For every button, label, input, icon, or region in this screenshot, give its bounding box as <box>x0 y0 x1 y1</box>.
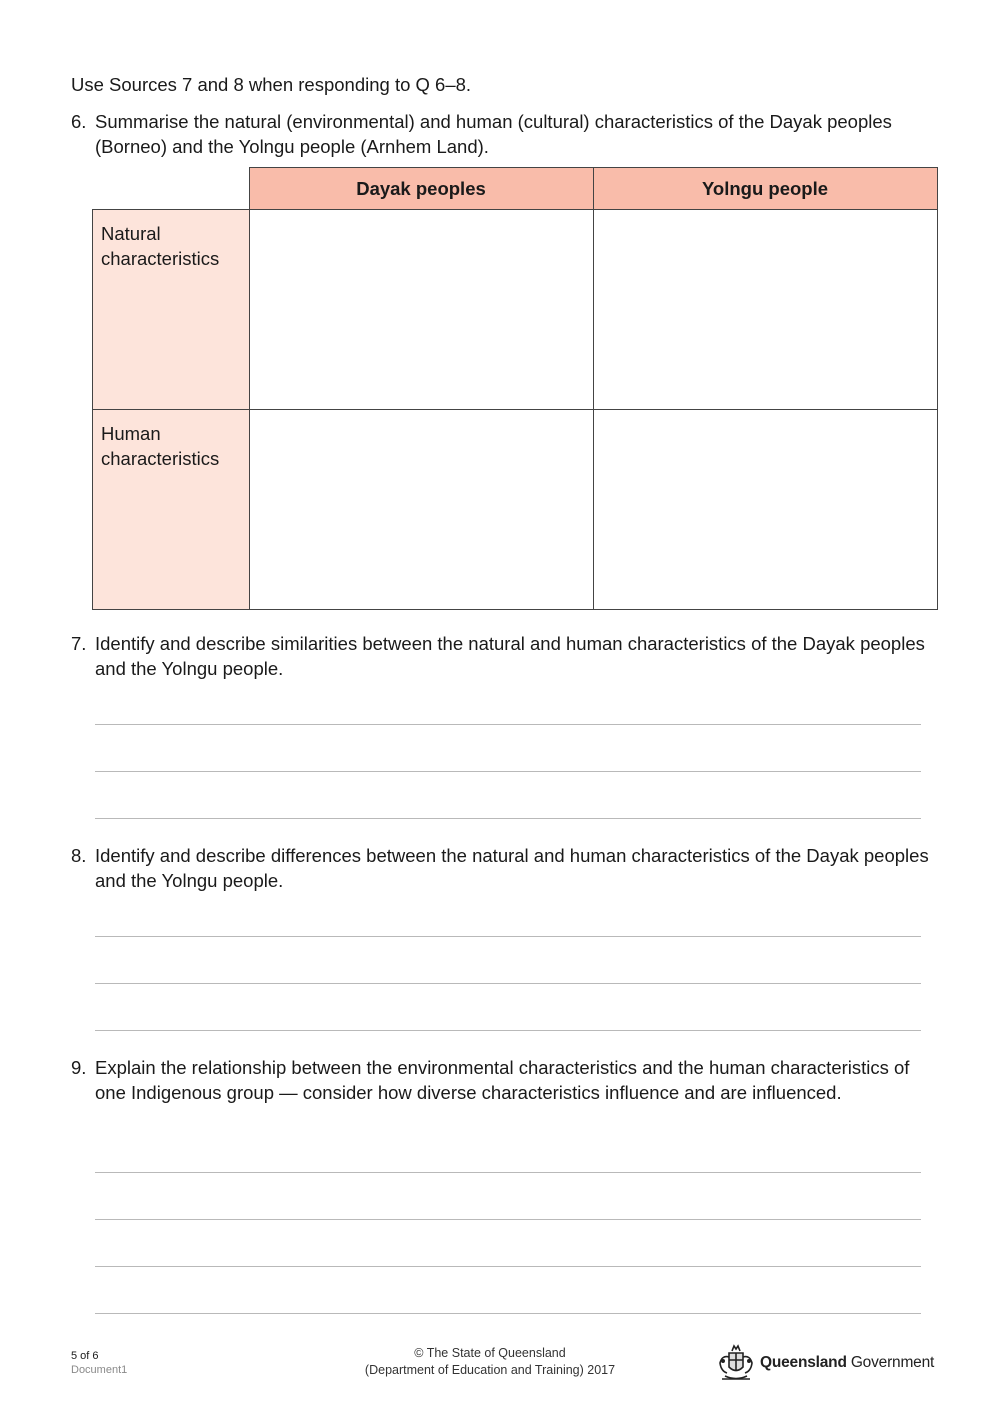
answer-line[interactable] <box>95 1219 921 1220</box>
column-header-yolngu: Yolngu people <box>593 168 937 210</box>
answer-line[interactable] <box>95 983 921 984</box>
question-text: Explain the relationship between the environmental characteristics and the human characteristics of one Indigenous group — consider how diverse characteristics influence and are influenced. <box>95 1057 910 1103</box>
answer-line[interactable] <box>95 724 921 725</box>
table-corner <box>93 168 250 210</box>
answer-cell-yolngu-human[interactable] <box>593 410 937 610</box>
column-header-dayak: Dayak peoples <box>249 168 593 210</box>
footer-page-info <box>71 1349 127 1377</box>
answer-cell-yolngu-natural[interactable] <box>593 210 937 410</box>
copyright-line-2: (Department of Education and Training) 2017 <box>364 1363 616 1377</box>
answer-line[interactable] <box>95 1030 921 1031</box>
question-9 <box>71 1055 941 1105</box>
instructions: Use Sources 7 and 8 when responding to Q 6–8. <box>71 74 472 95</box>
question-number: 6. <box>71 111 87 132</box>
answer-line[interactable] <box>95 936 921 937</box>
question-text: Identify and describe similarities between the natural and human characteristics of the Dayak peoples and the Yolngu people. <box>95 633 925 679</box>
answer-line[interactable] <box>95 1313 921 1314</box>
answer-line[interactable] <box>95 1266 921 1267</box>
answer-cell-dayak-natural[interactable] <box>249 210 593 410</box>
question-7 <box>71 631 941 681</box>
answer-cell-dayak-human[interactable] <box>249 410 593 610</box>
answer-line[interactable] <box>95 1172 921 1173</box>
answer-line[interactable] <box>95 771 921 772</box>
coat-of-arms-icon <box>717 1343 755 1383</box>
copyright-line-1: © The State of Queensland <box>414 1346 566 1360</box>
question-number: 8. <box>71 845 87 866</box>
footer-copyright <box>340 1345 640 1379</box>
question-number: 7. <box>71 633 87 654</box>
document-name: Document1 <box>71 1364 128 1376</box>
question-6 <box>71 109 941 159</box>
characteristics-table <box>92 167 938 610</box>
question-text: Summarise the natural (environmental) and human (cultural) characteristics of the Dayak peoples (Borneo) and the Yolngu people (Arnhem Land). <box>95 111 892 157</box>
answer-line[interactable] <box>95 818 921 819</box>
queensland-government-logo <box>717 1343 934 1383</box>
row-label-natural: Natural characteristics <box>93 210 250 410</box>
question-text: Identify and describe differences between the natural and human characteristics of the Dayak peoples and the Yolngu people. <box>95 845 929 891</box>
question-8 <box>71 843 941 893</box>
row-label-human: Human characteristics <box>93 410 250 610</box>
question-number: 9. <box>71 1057 87 1078</box>
page-number: 5 of 6 <box>71 1350 99 1362</box>
logo-wordmark: Queensland Government <box>760 1354 935 1371</box>
